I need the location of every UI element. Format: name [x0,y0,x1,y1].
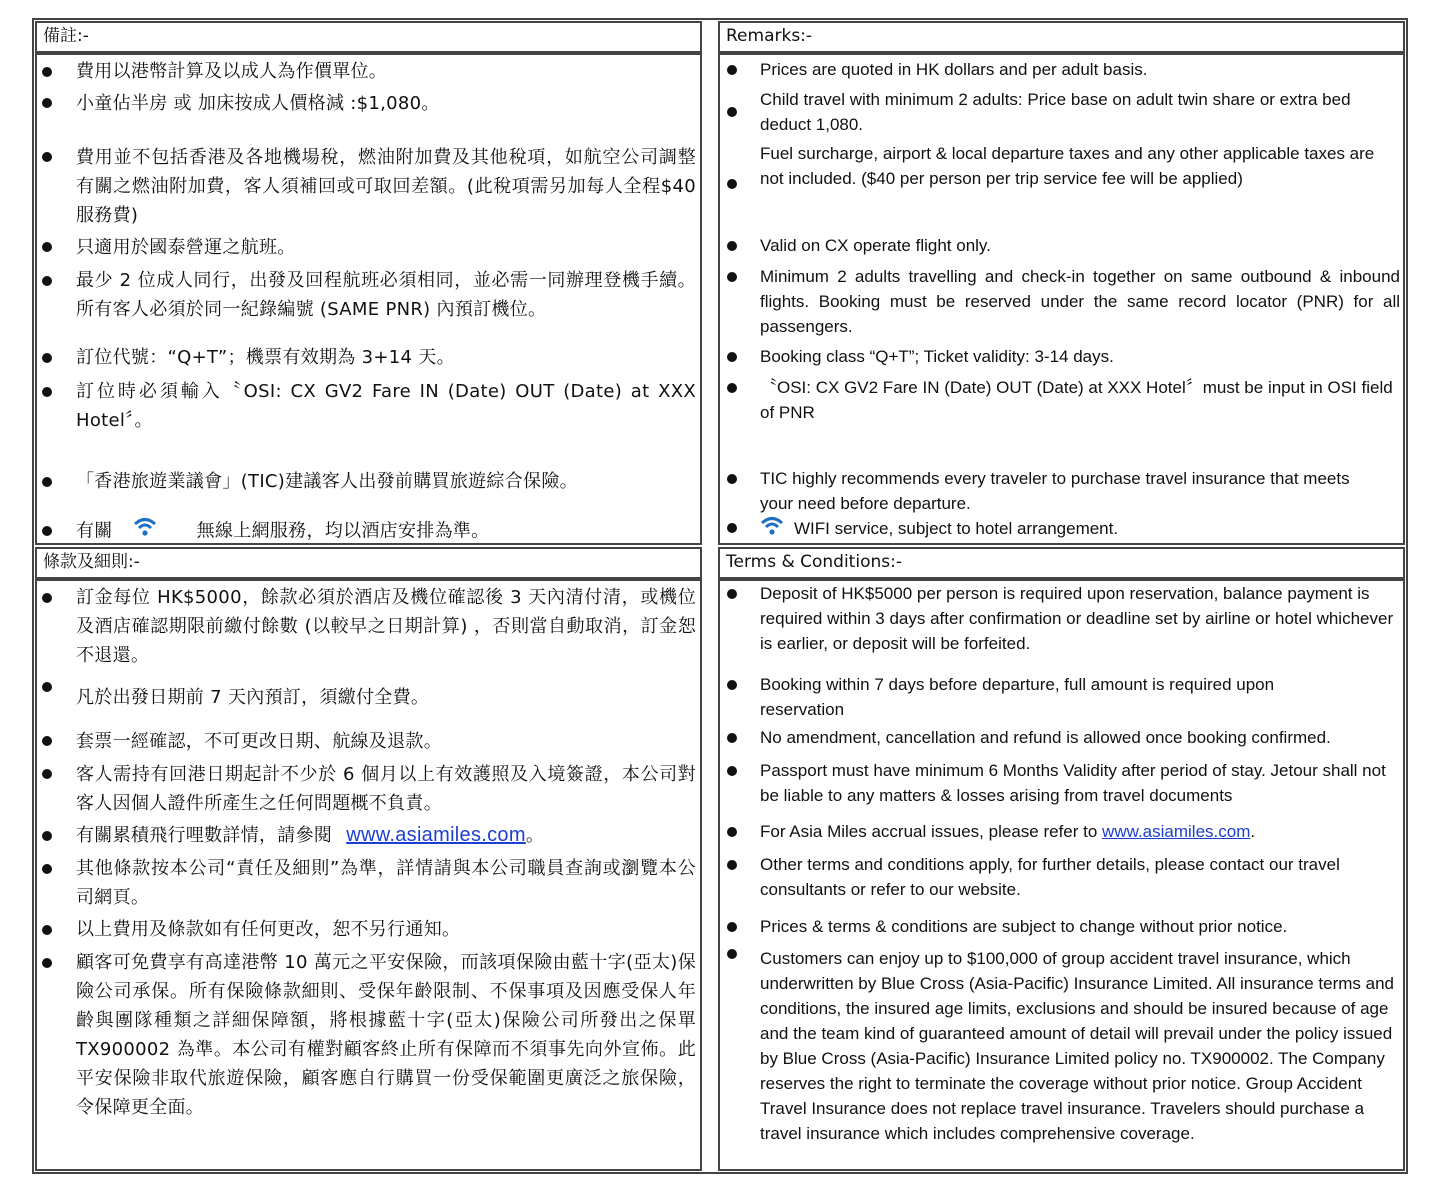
terms-en-item: Booking within 7 days before departure, full amount is required upon reservation [760,675,1275,719]
bullet [727,922,737,932]
bullet [42,831,52,841]
terms-zh-item: 套票一經確認，不可更改日期、航線及退款。 [76,731,442,752]
terms-zh-item: 客人需持有回港日期起計不少於 6 個月以上有效護照及入境簽證，本公司對客人因個人證件所產生之任何問題概不負責。 [76,764,696,814]
bullet [727,680,737,690]
remarks-zh-wifi-item [76,516,696,547]
terms-zh-header-text: 條款及細則:- [43,552,140,572]
remarks-en-item: 〝OSI: CX GV2 Fare IN (Date) OUT (Date) at XXX Hotel〞must be input in OSI field of PNR [760,378,1393,422]
remarks-en-header [718,21,1405,53]
remarks-zh-item: 費用並不包括香港及各地機場稅，燃油附加費及其他稅項，如航空公司調整有關之燃油附加費，客人須補回或可取回差額。(此稅項需另加每人全程$40 服務費) [76,147,696,226]
bullet [42,276,52,286]
remarks-zh-item: 小童佔半房 或 加床按成人價格減 :$1,080。 [76,93,440,114]
bullet [42,736,52,746]
terms-zh-item: 凡於出發日期前 7 天內預訂，須繳付全費。 [76,687,430,708]
bullet [42,387,52,397]
bullet [727,272,737,282]
bullet [42,67,52,77]
bullet [727,827,737,837]
bullet [42,682,52,692]
wifi-icon [133,516,157,547]
remarks-zh-item: 最少 2 位成人同行，出發及回程航班必須相同，並必需一同辦理登機手續。所有客人必須於同一紀錄編號 (SAME PNR) 內預訂機位。 [76,270,696,320]
bullet [727,474,737,484]
remarks-en-item: TIC highly recommends every traveler to purchase travel insurance that meets your need before departure. [760,469,1350,513]
bullet [727,383,737,393]
bullet [727,766,737,776]
bullet [42,593,52,603]
remarks-en-item: Child travel with minimum 2 adults: Price base on adult twin share or extra bed deduct 1,080. [760,90,1351,134]
remarks-en-item: Fuel surcharge, airport & local departure taxes and any other applicable taxes are not included. ($40 per person per trip service fee will be applied) [760,144,1375,188]
bullet [42,98,52,108]
bullet [727,352,737,362]
bullet [727,523,737,533]
terms-zh-header [35,547,702,579]
miles-prefix: For Asia Miles accrual issues, please refer to [760,822,1098,841]
terms-zh-item: 其他條款按本公司“責任及細則”為準，詳情請與本公司職員查詢或瀏覽本公司網頁。 [76,858,696,908]
terms-zh-item: 顧客可免費享有高達港幣 10 萬元之平安保險，而該項保險由藍十字(亞太)保險公司承保。所有保險條款細則、受保年齡限制、不保事項及因應受保人年齡與團隊種類之詳細保障額，將根據藍十字(亞太)保險公司所發出之保單 TX900002 為準。本公司有權對顧客終止所有保障而不須事先向外宣佈。此平安保險非取代旅遊保險，顧客應自行購買一份受保範圍更廣泛之旅保險，令保障更全面。 [76,952,696,1118]
terms-zh-item: 訂金每位 HK$5000，餘款必須於酒店及機位確認後 3 天內清付清，或機位及酒店確認期限前繳付餘數 (以較早之日期計算) ，否則當自動取消，訂金恕不退還。 [76,587,696,666]
bullet [42,864,52,874]
terms-zh-item: 以上費用及條款如有任何更改，恕不另行通知。 [76,919,461,940]
bullet [727,107,737,117]
terms-en-item: Deposit of HK$5000 per person is required upon reservation, balance payment is required within 3 days after confirmation or deadline set by airline or hotel whichever is earlier, or deposit will be forfeited. [760,584,1394,653]
bullet [42,769,52,779]
remarks-en-header-text: Remarks:- [726,26,813,46]
terms-en-header [718,547,1405,579]
remarks-zh-header-text: 備註:- [43,26,89,46]
remarks-en-item: Prices are quoted in HK dollars and per adult basis. [760,60,1148,79]
terms-en-item: No amendment, cancellation and refund is allowed once booking confirmed. [760,728,1331,747]
bullet [727,179,737,189]
bullet [42,477,52,487]
bullet [727,949,737,959]
terms-en-item: Other terms and conditions apply, for further details, please contact our travel consultants or refer to our website. [760,855,1340,899]
miles-suffix: . [1250,822,1256,841]
wifi-icon [760,515,784,544]
wifi-suffix: 無線上網服務，均以酒店安排為準。 [196,520,490,542]
bullet [727,65,737,75]
bullet [727,733,737,743]
bullet [42,152,52,162]
bullet [42,958,52,968]
terms-en-miles-item [760,819,1400,844]
bullet [42,353,52,363]
bullet [42,242,52,252]
remarks-zh-item: 訂位時必須輸入〝OSI: CX GV2 Fare IN (Date) OUT (Date) at XXX Hotel〞。 [76,381,696,431]
terms-en-item: Customers can enjoy up to $100,000 of group accident travel insurance, which underwritten by Blue Cross (Asia-Pacific) Insurance Limited. All insurance terms and conditions, the insured age limits, exclusions and should be insured because of age and the team kind of guaranteed amount of detail will prevail under the policy issued by Blue Cross (Asia-Pacific) Insurance Limited policy no. TX900002. The Company reserves the right to terminate the coverage without prior notice. Group Accident Travel Insurance does not replace travel insurance. Travelers should purchase a travel insurance which includes comprehensive coverage. [760,949,1394,1143]
terms-en-header-text: Terms & Conditions:- [726,552,902,572]
remarks-zh-item: 「香港旅遊業議會」(TIC)建議客人出發前購買旅遊綜合保險。 [76,471,578,492]
bullet [727,589,737,599]
remarks-zh-item: 費用以港幣計算及以成人為作價單位。 [76,61,388,82]
bullet [727,860,737,870]
wifi-prefix: 有關 [76,520,113,542]
remarks-en-item: Booking class “Q+T”; Ticket validity: 3-14 days. [760,347,1114,366]
asiamiles-link[interactable]: www.asiamiles.com [1102,822,1251,841]
wifi-text: WIFI service, subject to hotel arrangement. [794,518,1119,538]
asiamiles-link[interactable]: www.asiamiles.com [346,824,526,846]
bullet [42,925,52,935]
terms-zh-miles-item [76,821,696,850]
bullet [727,241,737,251]
bullet [42,526,52,536]
terms-en-item: Passport must have minimum 6 Months Validity after period of stay. Jetour shall not be liable to any matters & losses arising from travel documents [760,761,1386,805]
remarks-en-item: Minimum 2 adults travelling and check-in together on same outbound & inbound flights. Booking must be reserved under the same record locator (PNR) for all passengers. [760,267,1400,336]
remarks-zh-header [35,21,702,53]
remarks-zh-item: 訂位代號：“Q+T”；機票有效期為 3+14 天。 [76,347,455,368]
miles-prefix: 有關累積飛行哩數詳情，請參閱 [76,825,333,846]
remarks-en-item: Valid on CX operate flight only. [760,236,991,255]
terms-en-item: Prices & terms & conditions are subject to change without prior notice. [760,917,1288,936]
remarks-zh-item: 只適用於國泰營運之航班。 [76,237,296,258]
remarks-en-wifi-item [760,515,1400,544]
miles-suffix: 。 [525,825,545,846]
